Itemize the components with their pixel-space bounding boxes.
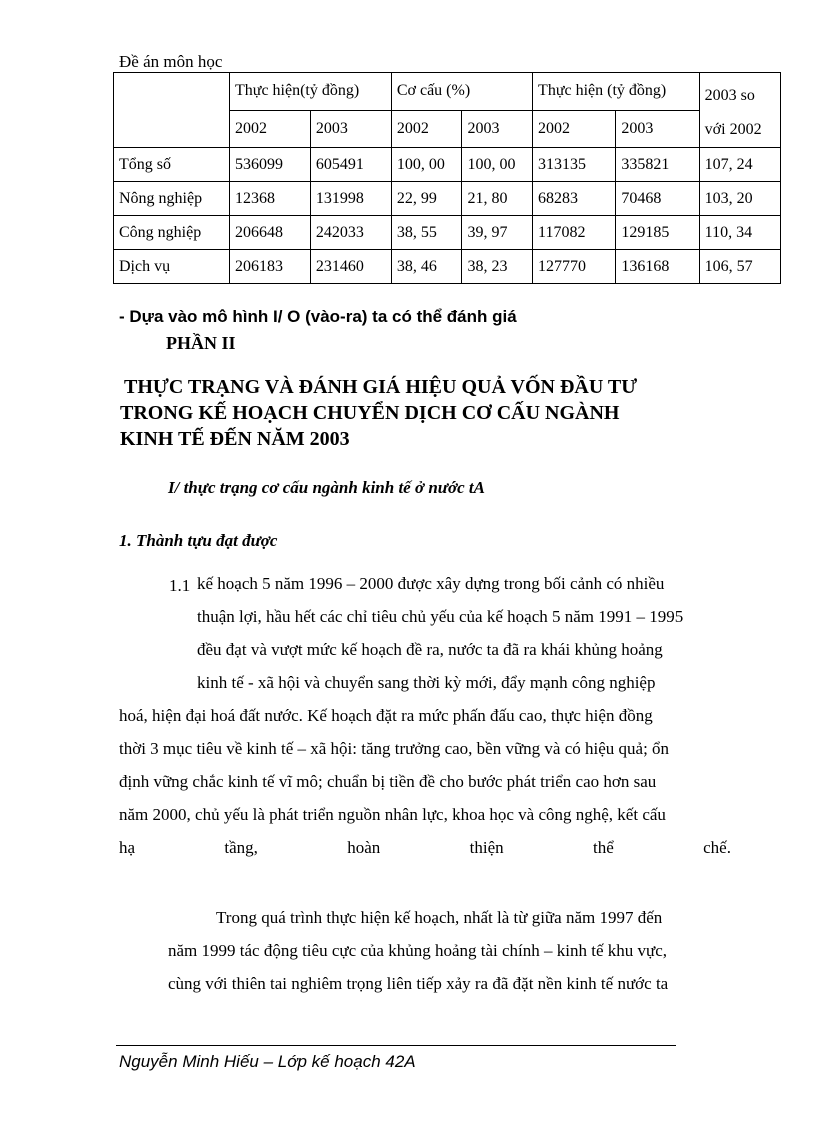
year-header: 2002 <box>230 110 311 148</box>
paragraph-number: 1.1 <box>169 576 191 595</box>
row-label: Nông nghiệp <box>114 182 230 216</box>
footer-divider <box>116 1045 676 1046</box>
table-cell: 100, 00 <box>391 148 462 182</box>
table-cell: 38, 46 <box>391 250 462 284</box>
footer-author: Nguyễn Minh Hiếu – Lớp kế hoạch 42A <box>119 1052 416 1071</box>
table-cell: 127770 <box>533 250 616 284</box>
table-cell: 131998 <box>310 182 391 216</box>
main-heading <box>120 374 637 452</box>
paragraph-line: hoá, hiện đại hoá đất nước. Kế hoạch đặt ra mức phấn đấu cao, thực hiện đồng <box>119 706 653 725</box>
column-group-header: Cơ cấu (%) <box>391 73 532 111</box>
io-model-note: - Dựa vào mô hình I/ O (vào-ra) ta có thể đánh giá <box>119 307 517 326</box>
table-cell: 605491 <box>310 148 391 182</box>
year-header: 2003 <box>310 110 391 148</box>
table-cell: 136168 <box>616 250 699 284</box>
row-label: Tổng số <box>114 148 230 182</box>
paragraph-word: hoàn <box>347 838 381 857</box>
row-label: Công nghiệp <box>114 216 230 250</box>
table-cell: 106, 57 <box>699 250 780 284</box>
table-cell: 68283 <box>533 182 616 216</box>
paragraph-justified-line <box>119 831 731 864</box>
column-group-header: Thực hiện(tỷ đồng) <box>230 73 392 111</box>
table-header-row <box>114 73 781 111</box>
table-cell: 536099 <box>230 148 311 182</box>
main-heading-line: KINH TẾ ĐẾN NĂM 2003 <box>120 428 350 450</box>
year-header: 2002 <box>391 110 462 148</box>
main-heading-line: TRONG KẾ HOẠCH CHUYỂN DỊCH CƠ CẤU NGÀNH <box>120 402 620 424</box>
paragraph-line: Trong quá trình thực hiện kế hoạch, nhất là từ giữa năm 1997 đến <box>216 908 663 927</box>
table-cell: 39, 97 <box>462 216 533 250</box>
table-cell: 335821 <box>616 148 699 182</box>
table-cell: 206183 <box>230 250 311 284</box>
table-row <box>114 216 781 250</box>
table-cell: 103, 20 <box>699 182 780 216</box>
table-cell: 242033 <box>310 216 391 250</box>
main-heading-line: THỰC TRẠNG VÀ ĐÁNH GIÁ HIỆU QUẢ VỐN ĐẦU TƯ <box>124 376 638 398</box>
table-cell: 231460 <box>310 250 391 284</box>
row-label: Dịch vụ <box>114 250 230 284</box>
paragraph-2 <box>168 901 668 1000</box>
table-cell: 38, 55 <box>391 216 462 250</box>
paragraph-1-continued <box>119 699 731 864</box>
column-group-header: Thực hiện (tỷ đồng) <box>533 73 700 111</box>
paragraph-line: thời 3 mục tiêu về kinh tế – xã hội: tăng trưởng cao, bền vững và có hiệu quả; ổn <box>119 739 670 758</box>
table-cell: 21, 80 <box>462 182 533 216</box>
table-cell: 206648 <box>230 216 311 250</box>
paragraph-line: cùng với thiên tai nghiêm trọng liên tiếp xảy ra đã đặt nền kinh tế nước ta <box>168 974 669 993</box>
year-header: 2003 <box>462 110 533 148</box>
paragraph-word: tầng, <box>224 838 258 857</box>
table-cell: 107, 24 <box>699 148 780 182</box>
table-cell: 117082 <box>533 216 616 250</box>
investment-table <box>113 72 781 284</box>
year-header: 2002 <box>533 110 616 148</box>
comparison-header-line: 2003 so <box>704 87 755 104</box>
paragraph-word: hạ <box>119 838 136 857</box>
table-cell: 12368 <box>230 182 311 216</box>
paragraph-line: định vững chắc kinh tế vĩ mô; chuẩn bị tiền đề cho bước phát triển cao hơn sau <box>119 772 657 791</box>
table-corner-cell <box>114 73 230 148</box>
paragraph-line: thuận lợi, hầu hết các chỉ tiêu chủ yếu của kế hoạch 5 năm 1991 – 1995 <box>197 607 684 626</box>
table-row <box>114 148 781 182</box>
comparison-column-header <box>699 73 780 148</box>
table-row <box>114 182 781 216</box>
paragraph-1-numbered <box>169 567 683 699</box>
paragraph-line: kinh tế - xã hội và chuyển sang thời kỳ mới, đẩy mạnh công nghiệp <box>197 673 656 692</box>
paragraph-line: năm 2000, chủ yếu là phát triển nguồn nhân lực, khoa học và công nghệ, kết cấu <box>119 805 666 824</box>
table-cell: 110, 34 <box>699 216 780 250</box>
paragraph-line: kế hoạch 5 năm 1996 – 2000 được xây dựng trong bối cảnh có nhiều <box>197 574 665 593</box>
subsection-heading: 1. Thành tựu đạt được <box>119 531 278 550</box>
table-cell: 100, 00 <box>462 148 533 182</box>
comparison-header-line: với 2002 <box>704 121 762 138</box>
table-cell: 22, 99 <box>391 182 462 216</box>
part-title: PHẦN II <box>166 333 236 353</box>
document-header-label: Đề án môn học <box>119 52 223 71</box>
table-row <box>114 250 781 284</box>
section-heading: I/ thực trạng cơ cấu ngành kinh tế ở nước tA <box>168 478 485 497</box>
paragraph-word: chế. <box>703 838 731 857</box>
table-cell: 129185 <box>616 216 699 250</box>
table-cell: 313135 <box>533 148 616 182</box>
table-cell: 70468 <box>616 182 699 216</box>
paragraph-word: thiện <box>469 838 504 857</box>
paragraph-line: năm 1999 tác động tiêu cực của khủng hoảng tài chính – kinh tế khu vực, <box>168 941 668 960</box>
table-cell: 38, 23 <box>462 250 533 284</box>
paragraph-line: đều đạt và vượt mức kế hoạch đề ra, nước ta đã ra khái khủng hoảng <box>197 640 663 659</box>
paragraph-word: thể <box>593 838 614 857</box>
year-header: 2003 <box>616 110 699 148</box>
